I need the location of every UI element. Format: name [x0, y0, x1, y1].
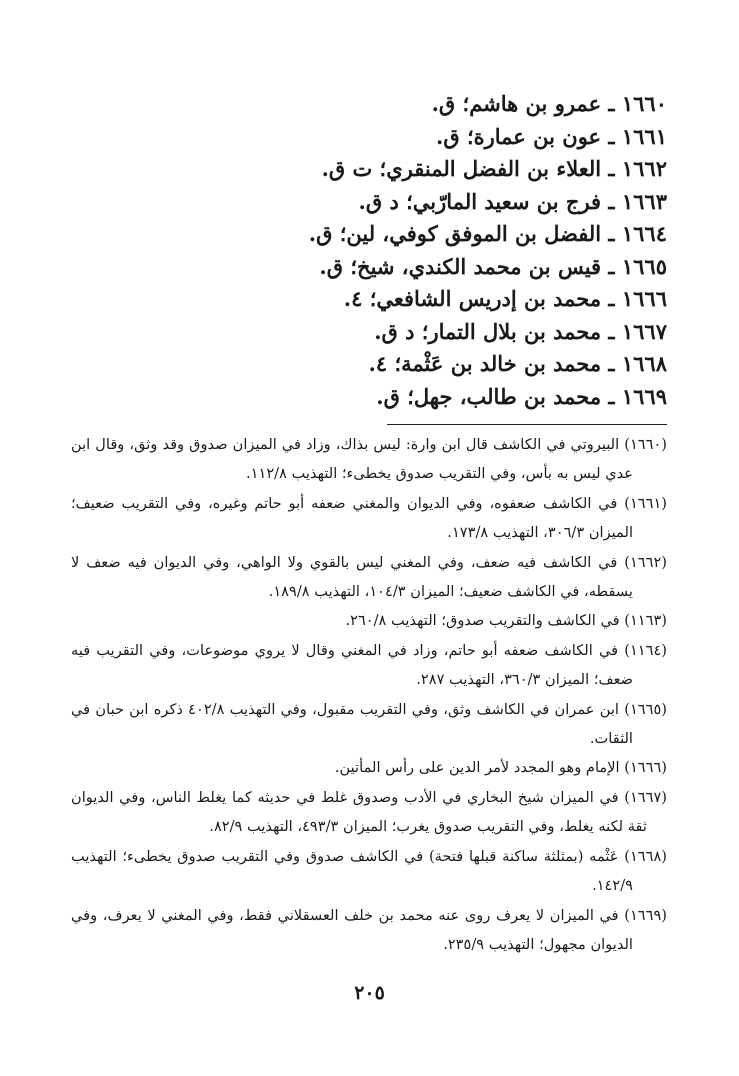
- footnote-1662: (١٦٦٢) في الكاشف فيه ضعف، وفي المغني ليس بالقوي ولا الواهي، وفي الديوان فيه ضعف لا يسقطه، في الكاشف ضعيف؛ الميزان ١٠٤/٣، التهذيب ١٨٩/٨.: [71, 553, 667, 601]
- narrator-entry-1668: ١٦٦٨ ـ محمد بن خالد بن عَثْمة؛ ٤.: [368, 351, 667, 376]
- footnote-1669: (١٦٦٩) في الميزان لا يعرف روى عنه محمد بن خلف العسقلاني فقط، وفي المغني لا يعرف، وفي الديوان مجهول؛ التهذيب ٢٣٥/٩.: [71, 906, 667, 953]
- footnote-1668: (١٦٦٨) عَثْمه (بمثلثة ساكنة قبلها فتحة) في الكاشف صدوق وفي التقريب صدوق يخطىء؛ التهذيب ١٤٢/٩.: [71, 847, 667, 895]
- footnote-1661: (١٦٦١) في الكاشف ضعفوه، وفي الديوان والمغني ضعفه أبو حاتم وغيره، وفي التقريب ضعيف؛ الميزان ٣٠٦/٣، التهذيب ١٧٣/٨.: [71, 494, 667, 542]
- page-number: ٢٠٥: [354, 982, 385, 1004]
- footnotes: [71, 430, 667, 959]
- narrator-entry-1664: ١٦٦٤ ـ الفضل بن الموفق كوفي، لين؛ ق.: [308, 221, 667, 246]
- footnote-1660: (١٦٦٠) البيروتي في الكاشف قال ابن وارة: ليس بذاك، وزاد في الميزان صدوق وقد وثق، وقال ابن عدي ليس به بأس، وفي التقريب صدوق يخطىء؛ التهذيب ١١٢/٨.: [71, 436, 667, 483]
- footnote-1663: (١١٦٣) في الكاشف والتقريب صدوق؛ التهذيب ٢٦٠/٨.: [345, 612, 667, 630]
- narrator-entry-1661: ١٦٦١ ـ عون بن عمارة؛ ق.: [436, 123, 667, 149]
- narrator-entry-1666: ١٦٦٦ ـ محمد بن إدريس الشافعي؛ ٤.: [343, 286, 667, 311]
- footnote-divider: [387, 424, 667, 425]
- narrator-entry-1667: ١٦٦٧ ـ محمد بن بلال التمار؛ د ق.: [374, 318, 667, 344]
- narrator-entry-1663: ١٦٦٣ ـ فرج بن سعيد المارّبي؛ د ق.: [358, 188, 667, 214]
- narrator-entry-1662: ١٦٦٢ ـ العلاء بن الفضل المنقري؛ ت ق.: [321, 156, 667, 181]
- footnote-1665: (١٦٦٥) ابن عمران في الكاشف وثق، وفي التقريب مقبول، وفي التهذيب ٤٠٢/٨ ذكره ابن حبان في الثقات.: [71, 700, 667, 748]
- footnote-1667: (١٦٦٧) في الميزان شيخ البخاري في الأدب وصدوق غلط في حديثه كما يغلط الناس، وفي الديوان ثقة لكنه يغلط، وفي التقريب صدوق يغرب؛ الميزان ٤٩٣/٣، التهذيب ٨٢/٩.: [71, 788, 667, 836]
- narrator-list: [247, 88, 667, 413]
- footnote-1666: (١٦٦٦) الإمام وهو المجدد لأمر الدين على رأس المأتين.: [334, 759, 667, 777]
- narrator-entry-1665: ١٦٦٥ ـ قيس بن محمد الكندي، شيخ؛ ق.: [319, 253, 667, 279]
- narrator-entry-1660: ١٦٦٠ ـ عمرو بن هاشم؛ ق.: [431, 91, 667, 116]
- narrator-entry-1669: ١٦٦٩ ـ محمد بن طالب، جهل؛ ق.: [376, 383, 667, 409]
- footnote-1664: (١١٦٤) في الكاشف ضعفه أبو حاتم، وزاد في المغني وقال لا يروي موضوعات، وفي التقريب فيه ضعف؛ الميزان ٣٦٠/٣، التهذيب ٢٨٧.: [71, 641, 667, 689]
